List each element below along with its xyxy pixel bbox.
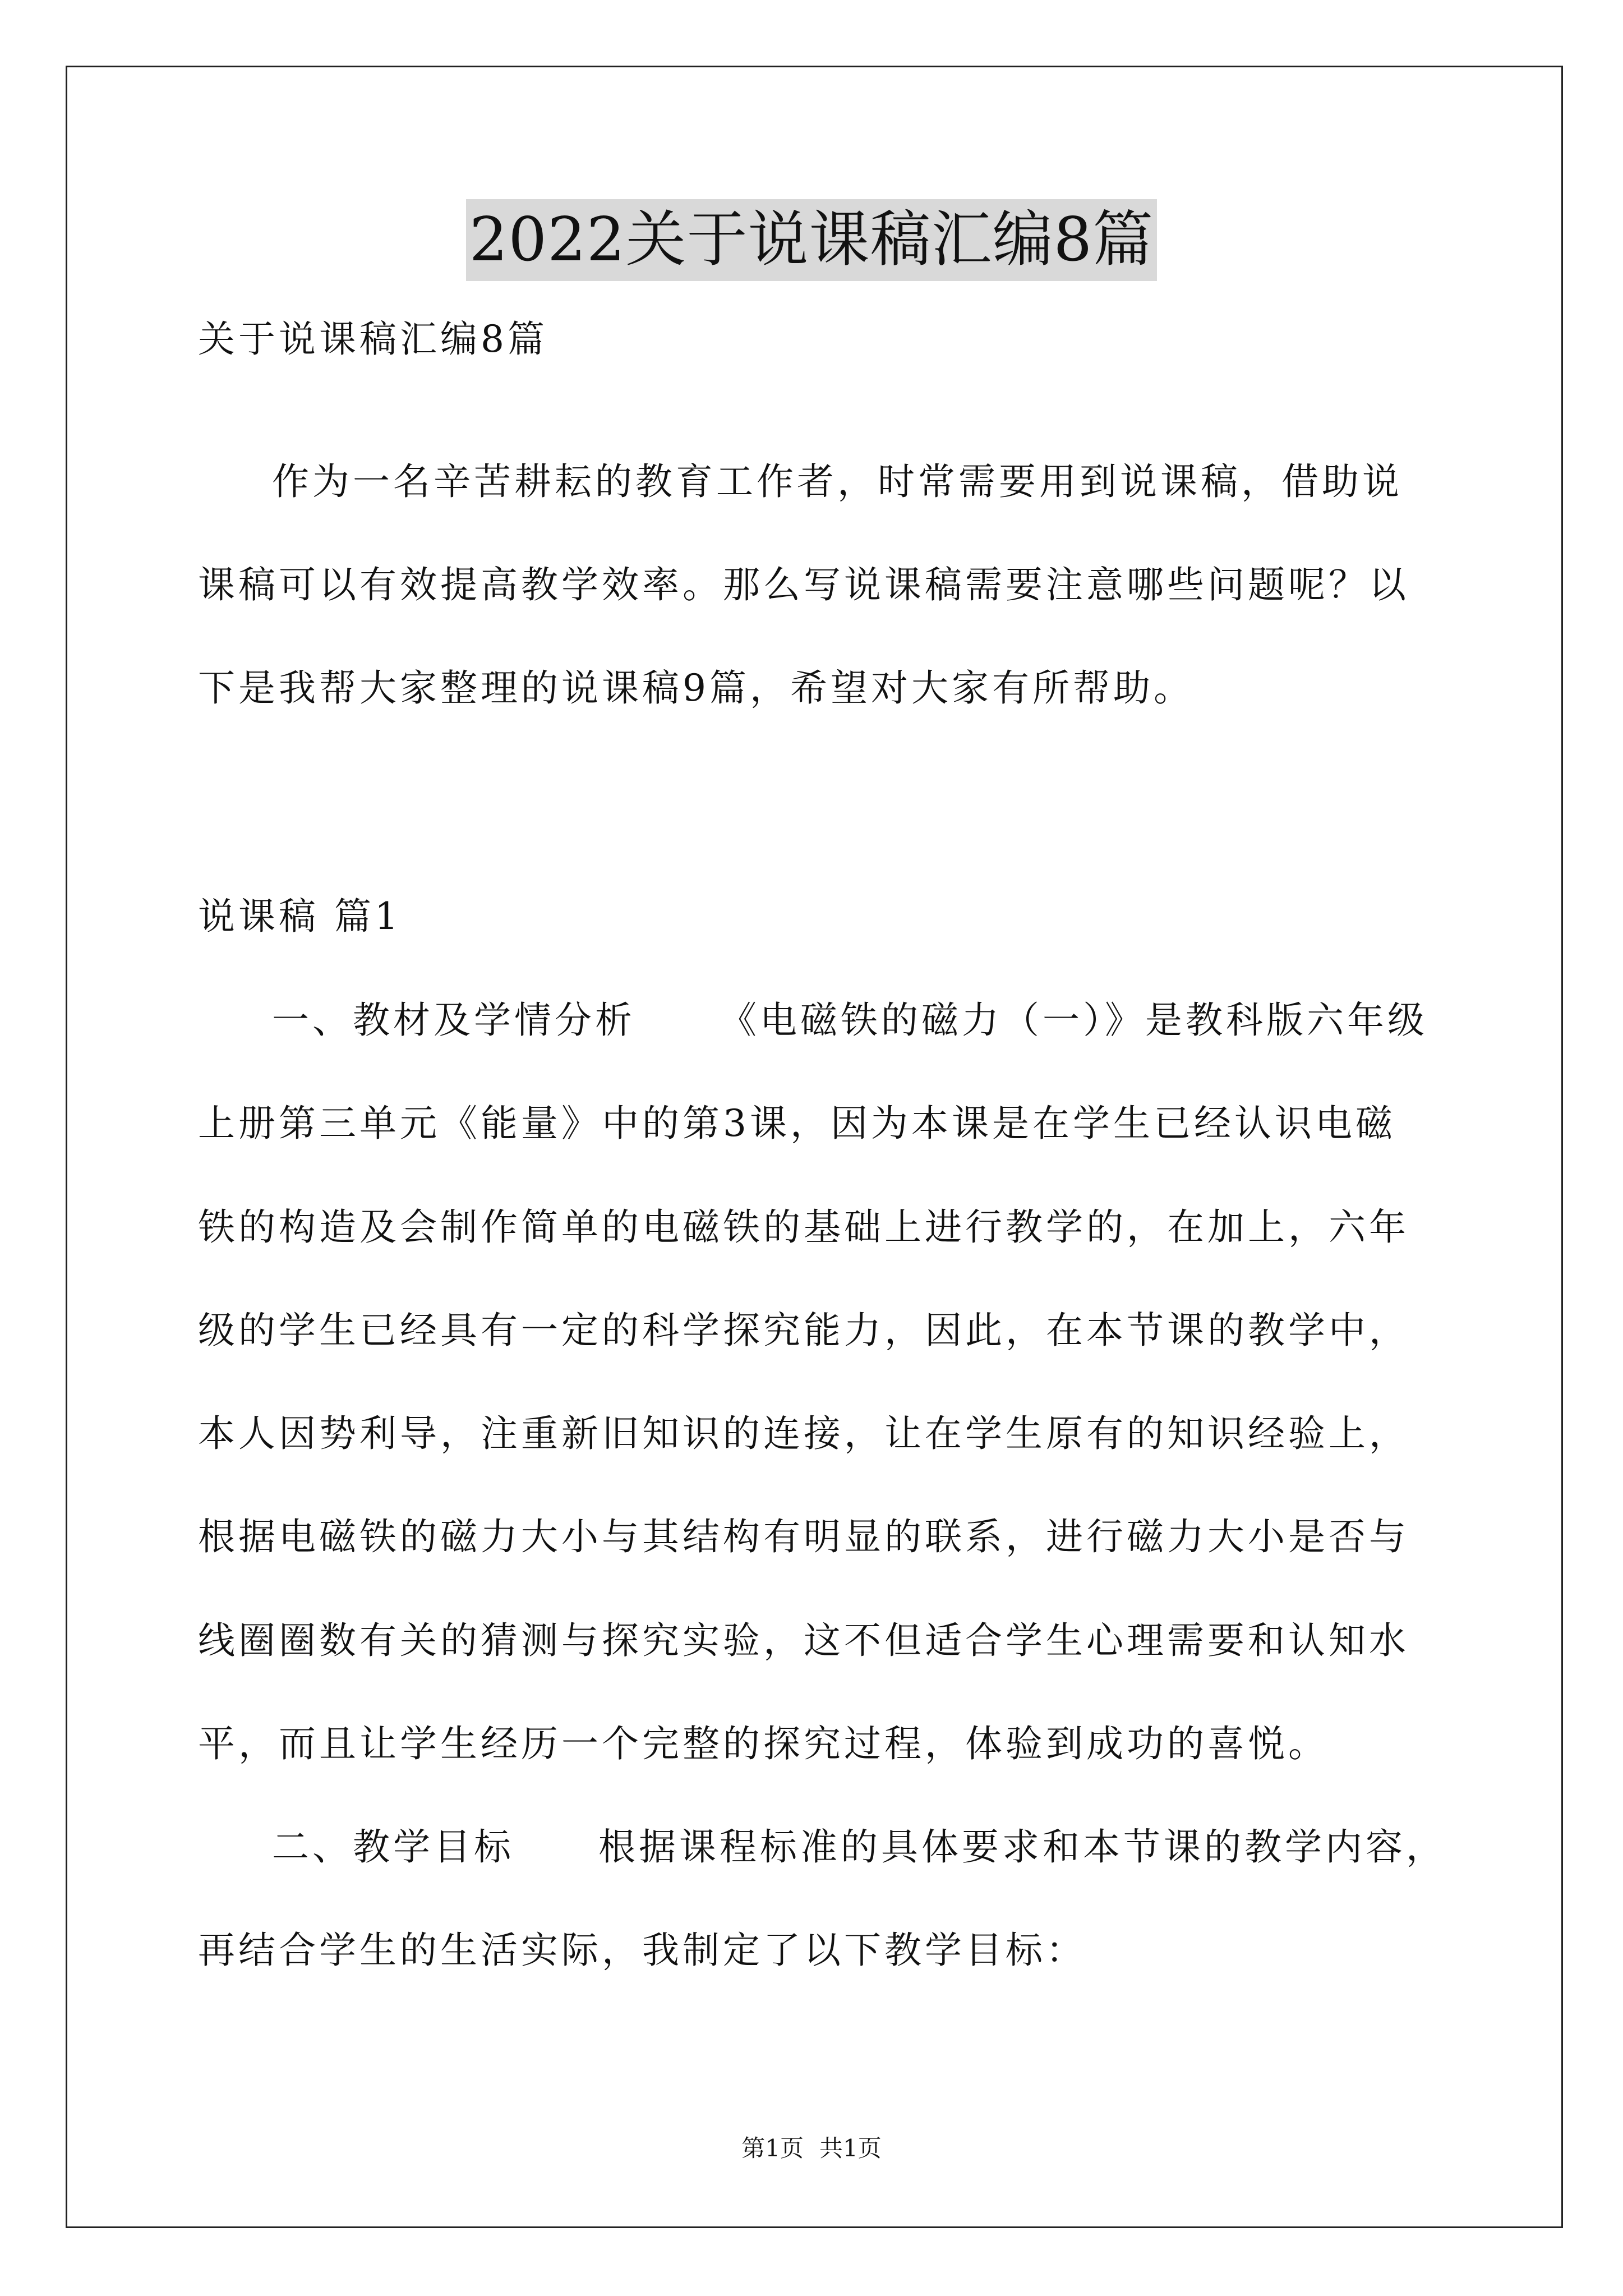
part1-first-line-rest: 《电磁铁的磁力（一）》是教科版六年级 [720,999,1428,1042]
part1-line-5: 根据电磁铁的磁力大小与其结构有明显的联系，进行磁力大小是否与 [198,1515,1409,1558]
part2-heading: 二、教学目标 [272,1825,514,1869]
part1-first-line [198,994,1511,1047]
part1-line-4: 本人因势利导，注重新旧知识的连接，让在学生原有的知识经验上， [198,1412,1409,1455]
intro-line-2: 课稿可以有效提高教学效率。那么写说课稿需要注意哪些问题呢？以 [198,563,1409,606]
part1-heading: 一、教材及学情分析 [272,999,635,1042]
footer-total-pages: 共1页 [819,2134,882,2162]
part1-line-2: 铁的构造及会制作简单的电磁铁的基础上进行教学的，在加上，六年 [198,1205,1409,1249]
part1-line-3: 级的学生已经具有一定的科学探究能力，因此，在本节课的教学中， [198,1309,1409,1352]
part1-line-6: 线圈圈数有关的猜测与探究实验，这不但适合学生心理需要和认知水 [198,1619,1409,1662]
section-heading: 说课稿 篇1 [198,895,402,938]
part1-line-7: 平，而且让学生经历一个完整的探究过程，体验到成功的喜悦。 [198,1722,1329,1765]
intro-line-3: 下是我帮大家整理的说课稿9篇，希望对大家有所帮助。 [198,666,1194,710]
part1-line-1: 上册第三单元《能量》中的第3课，因为本课是在学生已经认识电磁 [198,1102,1396,1145]
document-title: 2022关于说课稿汇编8篇 [466,199,1158,281]
intro-line-1: 作为一名辛苦耕耘的教育工作者，时常需要用到说课稿，借助说 [272,460,1403,503]
document-subtitle: 关于说课稿汇编8篇 [198,318,548,361]
part2-line-1: 再结合学生的生活实际，我制定了以下教学目标： [198,1929,1086,1972]
footer-page-number: 第1页 [741,2134,804,2162]
page-footer [0,2132,1623,2165]
part2-first-line-rest: 根据课程标准的具体要求和本节课的教学内容， [598,1825,1446,1869]
part2-first-line [198,1821,1511,1874]
title-container [0,199,1623,281]
